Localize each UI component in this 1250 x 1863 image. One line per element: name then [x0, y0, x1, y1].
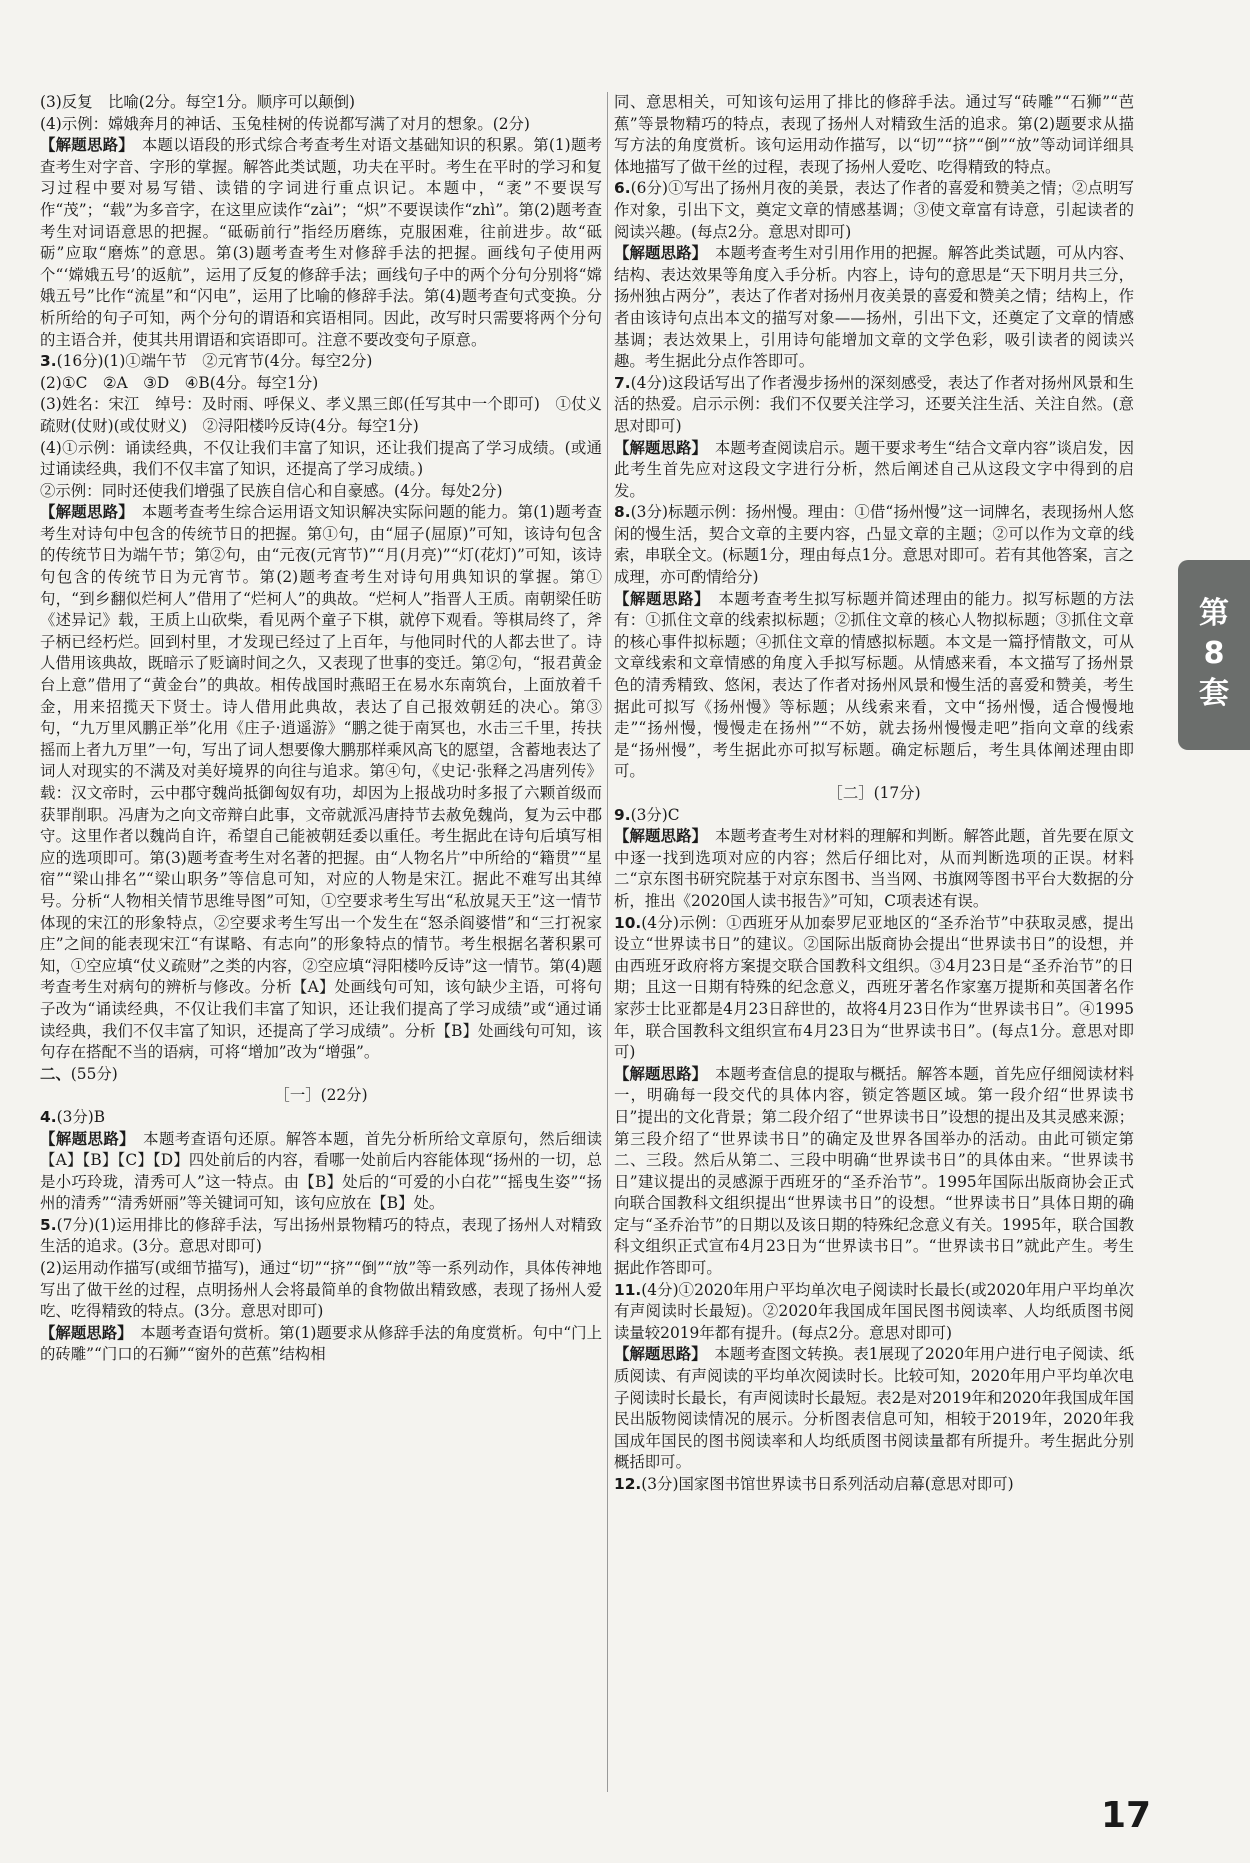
answer-paragraph	[614, 805, 1134, 827]
paragraph-label: 12.	[614, 1475, 642, 1493]
answer-paragraph	[40, 1064, 602, 1086]
answer-paragraph: (3)姓名：宋江 绰号：及时雨、呼保义、孝义黑三郎(任写其中一个即可) ①仗义疏财(仗财)(或仗财义) ②浔阳楼吟反诗(4分。每空1分)	[40, 395, 602, 435]
solution-paragraph	[614, 1344, 1134, 1474]
paragraph-text: (55分)	[70, 1064, 118, 1083]
paragraph-label: 【解题思路】	[614, 827, 700, 846]
paragraph-label: 【解题思路】	[614, 1345, 699, 1364]
solution-paragraph	[40, 502, 602, 1063]
page-number: 17	[1101, 1795, 1152, 1836]
answer-paragraph	[614, 1474, 1134, 1496]
answer-paragraph: (2)运用动作描写(或细节描写)，通过“切”“挤”“倒”“放”等一系列动作，具体传神地写出了做干丝的过程，点明扬州人会将最简单的食物做出精致感，表现了扬州人爱吃、吃得精致的特点。(3分。意思对即可)	[40, 1259, 602, 1321]
paragraph-text: (16分)(1)①端午节 ②元宵节(4分。每空2分)	[56, 352, 373, 371]
paragraph-label: 【解题思路】	[614, 1064, 700, 1083]
answer-paragraph	[614, 373, 1134, 438]
paragraph-text: 本题考查语句还原。解答本题，首先分析所给文章原句，然后细读【A】【B】【C】【D】四处前后的内容，看哪一处前后内容能体现“扬州的一切，总是小巧玲珑，清秀可人”这一特点。由【B】处后的“可爱的小白花”“摇曳生姿”“扬州的清秀”“清秀妍丽”等关键词可知，该句应放在【B】处。	[40, 1129, 602, 1213]
answer-paragraph	[614, 913, 1134, 1064]
paragraph-text: 本题考查阅读启示。题干要求考生“结合文章内容”谈启发，因此考生首先应对这段文字进行分析，然后阐述自己从这段文字中得到的启发。	[614, 438, 1134, 500]
paragraph-text: (6分)①写出了扬州月夜的美景，表达了作者的喜爱和赞美之情；②点明写作对象，引出下文，奠定文章的情感基调；③使文章富有诗意，引起读者的阅读兴趣。(每点2分。意思对即可)	[614, 179, 1134, 241]
paragraph-label: 7.	[614, 373, 631, 392]
paragraph-text: 本题考查考生对引用作用的把握。解答此类试题，可从内容、结构、表达效果等角度入手分析。内容上，诗句的意思是“天下明月共三分，扬州独占两分”，表达了作者对扬州月夜美景的喜爱和赞美之情；结构上，作者由该诗句点出本文的描写对象——扬州，引出下文，还奠定了文章的情感基调；表达效果上，引用诗句能增加文章的文学色彩，吸引读者的阅读兴趣。考生据此分点作答即可。	[614, 244, 1134, 371]
paragraph-text: 本题考查语句赏析。第(1)题要求从修辞手法的角度赏析。句中“门上的砖雕”“门口的石狮”“窗外的芭蕉”结构相	[40, 1323, 602, 1364]
paragraph-text: (3分)标题示例：扬州慢。理由：①借“扬州慢”这一词牌名，表现扬州人悠闲的慢生活，契合文章的主要内容，凸显文章的主题；②可以作为文章的线索，串联全文。(标题1分，理由每点1分。意思对即可。若有其他答案，言之成理，亦可酌情给分)	[614, 503, 1134, 587]
answer-paragraph	[40, 1107, 602, 1129]
paragraph-label: 8.	[614, 503, 631, 522]
answer-paragraph	[40, 1215, 602, 1258]
paragraph-text: (7分)(1)运用排比的修辞手法，写出扬州景物精巧的特点，表现了扬州人对精致生活的追求。(3分。意思对即可)	[40, 1215, 602, 1256]
paragraph-text: 本题考查考生对材料的理解和判断。解答此题，首先要在原文中逐一找到选项对应的内容；然后仔细比对，从而判断选项的正误。材料二“京东图书研究院基于对京东图书、当当网、书旗网等图书平台大数据的分析，推出《2020国人读书报告》”可知，C项表述有误。	[614, 827, 1134, 910]
paragraph-text: 本题考查信息的提取与概括。解答本题，首先应仔细阅读材料一，明确每一段交代的具体内容，锁定答题区域。第一段介绍“世界读书日”提出的文化背景；第二段介绍了“世界读书日”设想的提出及其灵感来源；第三段介绍了“世界读书日”的确定及世界各国举办的活动。由此可锁定第二、三段。然后从第二、三段中明确“世界读书日”的具体由来。“世界读书日”建议提出的灵感源于西班牙的“圣乔治节”。1995年国际出版商协会正式向联合国教科文组织提出“世界读书日”的设想。“世界读书日”具体日期的确定与“圣乔治节”的日期以及该日期的特殊纪念意义有关。1995年，联合国教科文组织正式宣布4月23日为“世界读书日”。“世界读书日”就此产生。考生据此作答即可。	[614, 1064, 1134, 1278]
set-tab	[1178, 560, 1250, 750]
paragraph-label: 【解题思路】	[614, 244, 700, 263]
solution-paragraph	[40, 1323, 602, 1366]
solution-paragraph	[40, 1129, 602, 1215]
paragraph-label: 【解题思路】	[40, 136, 127, 155]
answer-paragraph: (4)示例：嫦娥奔月的神话、玉兔桂树的传说都写满了对月的想象。(2分)	[40, 114, 530, 133]
answer-paragraph	[40, 351, 602, 373]
tab-char-top: 第	[1199, 596, 1229, 631]
solution-paragraph	[614, 438, 1134, 503]
answer-paragraph: ［二］(17分)	[827, 784, 921, 802]
tab-char-mid: 8	[1203, 636, 1225, 671]
solution-paragraph	[614, 826, 1134, 912]
answer-paragraph: ②示例：同时还使我们增强了民族自信心和自豪感。(4分。每处2分)	[40, 481, 503, 500]
tab-char-bottom: 套	[1199, 676, 1229, 711]
paragraph-label: 4.	[40, 1107, 57, 1126]
paragraph-text: (3分)C	[630, 805, 680, 824]
answer-paragraph	[614, 502, 1134, 588]
paragraph-label: 【解题思路】	[614, 438, 700, 457]
paragraph-label: 6.	[614, 179, 631, 198]
paragraph-label: 10.	[614, 913, 642, 932]
paragraph-label: 【解题思路】	[40, 1323, 125, 1342]
answer-paragraph: (3)反复 比喻(2分。每空1分。顺序可以颠倒)	[40, 93, 356, 111]
solution-paragraph	[614, 243, 1134, 373]
answer-paragraph: 同、意思相关，可知该句运用了排比的修辞手法。通过写“砖雕”“石狮”“芭蕉”等景物精巧的特点，表现了扬州人对精致生活的追求。第(2)题要求从描写方法的角度赏析。该句运用动作描写，以“切”“挤”“倒”“放”等动词详细具体地描写了做干丝的过程，表现了扬州人爱吃、吃得精致的特点。	[614, 93, 1134, 176]
left-column	[40, 92, 602, 1366]
paragraph-label: 【解题思路】	[40, 1129, 128, 1148]
paragraph-text: 本题以语段的形式综合考查考生对语文基础知识的积累。第(1)题考查考生对字音、字形的掌握。解答此类试题，功夫在平时。考生在平时的学习和复习过程中要对易写错、读错的字词进行重点识记。本题中，“袤”不要误写作“茂”；“载”为多音字，在这里应读作“zài”；“炽”不要误读作“zhì”。第(2)题考查考生对词语意思的把握。“砥砺前行”指经历磨练，克服困难，往前进步。故“砥砺”应取“磨炼”的意思。第(3)题考查考生对修辞手法的把握。画线句子使用两个“‘嫦娥五号’的返航”，运用了反复的修辞手法；画线句子中的两个分句分别将“嫦娥五号”比作“流星”和“闪电”，运用了比喻的修辞手法。第(4)题考查句式变换。分析所给的句子可知，两个分句的谓语和宾语相同。因此，改写时只需要将两个分句的主语合并，使其共用谓语和宾语即可。注意不要改变句子原意。	[40, 136, 602, 349]
paragraph-text: 本题考查图文转换。表1展现了2020年用户进行电子阅读、纸质阅读、有声阅读的平均单次阅读时长。比较可知，2020年用户平均单次电子阅读时长最长，有声阅读时长最短。表2是对2019年和2020年我国成年国民出版物阅读情况的展示。分析图表信息可知，相较于2019年，2020年我国成年国民的图书阅读率和人均纸质图书阅读量都有所提升。考生据此分别概括即可。	[614, 1345, 1134, 1472]
column-divider	[607, 92, 608, 1792]
paragraph-text: (3分)B	[56, 1107, 106, 1126]
paragraph-text: (4分)①2020年用户平均单次电子阅读时长最长(或2020年用户平均单次有声阅读时长最短)。②2020年我国成年国民图书阅读率、人均纸质图书阅读量较2019年都有提升。(每点2分。意思对即可)	[614, 1280, 1134, 1342]
paragraph-label: 二、	[40, 1064, 71, 1083]
answer-paragraph	[614, 178, 1134, 243]
paragraph-label: 5.	[40, 1215, 57, 1234]
paragraph-label: 9.	[614, 805, 631, 824]
right-column	[614, 92, 1134, 1496]
answer-paragraph: (4)①示例：诵读经典，不仅让我们丰富了知识，还让我们提高了学习成绩。(或通过诵读经典，我们不仅丰富了知识，还提高了学习成绩。)	[40, 438, 602, 479]
paragraph-label: 3.	[40, 352, 57, 371]
answer-paragraph	[614, 1280, 1134, 1345]
answer-paragraph: ［一］(22分)	[274, 1086, 368, 1105]
solution-paragraph	[40, 135, 602, 351]
paragraph-text: (3分)国家图书馆世界读书日系列活动启幕(意思对即可)	[641, 1475, 1014, 1493]
paragraph-label: 【解题思路】	[614, 589, 703, 608]
solution-paragraph	[614, 589, 1134, 783]
paragraph-text: (4分)这段话写出了作者漫步扬州的深刻感受，表达了作者对扬州风景和生活的热爱。启示示例：我们不仅要关注学习，还要关注生活、关注自然。(意思对即可)	[614, 373, 1134, 435]
paragraph-label: 11.	[614, 1280, 642, 1299]
paragraph-text: 本题考查考生综合运用语文知识解决实际问题的能力。第(1)题考查考生对诗句中包含的传统节日的把握。第①句，由“屈子(屈原)”可知，该诗句包含的传统节日为端午节；第②句，由“元夜(元宵节)”“月(月亮)”“灯(花灯)”可知，该诗句包含的传统节日为元宵节。第(2)题考查考生对诗句用典知识的掌握。第①句，“到乡翻似烂柯人”借用了“烂柯人”的典故。“烂柯人”指晋人王质。南朝梁任昉《述异记》载，王质上山砍柴，看见两个童子下棋，就停下观看。等棋局终了，斧子柄已经朽烂。回到村里，才发现已经过了上百年，与他同时代的人都去世了。诗人借用该典故，既暗示了贬谪时间之久，又表现了世事的变迁。第②句，“报君黄金台上意”借用了“黄金台”的典故。相传战国时燕昭王在易水东南筑台，上面放着千金，用来招揽天下贤士。诗人借用此典故，表达了自己报效朝廷的决心。第③句，“九万里风鹏正举”化用《庄子·逍遥游》“鹏之徙于南冥也，水击三千里，抟扶摇而上者九万里”一句，写出了词人想要像大鹏那样乘风高飞的愿望，含蓄地表达了词人对现实的不满及对美好境界的向往与追求。第④句，《史记·张释之冯唐列传》载：汉文帝时，云中郡守魏尚抵御匈奴有功，却因为上报战功时多报了六颗首级而获罪削职。冯唐为之向文帝辩白此事，文帝就派冯唐持节去赦免魏尚，复为云中郡守。这里作者以魏尚自许，希望自己能被朝廷委以重任。考生据此在诗句后填写相应的选项即可。第(3)题考查考生对名著的把握。由“人物名片”中所给的“籍贯”“星宿”“梁山排名”“梁山职务”等信息可知，对应的人物是宋江。据此不难写出其绰号。分析“人物相关情节思维导图”可知，①空要求考生写出“私放晁天王”这一情节体现的宋江的形象特点，②空要求考生写出一个发生在“怒杀阎婆惜”和“三打祝家庄”之间的能表现宋江“有谋略、有志向”的形象特点的情节。考生根据名著积累可知，①空应填“仗义疏财”之类的内容，②空应填“浔阳楼吟反诗”这一情节。第(4)题考查考生对病句的辨析与修改。分析【A】处画线句可知，该句缺少主语，可将句子改为“诵读经典，不仅让我们丰富了知识，还让我们提高了学习成绩”或“通过诵读经典，我们不仅丰富了知识，还提高了学习成绩”。分析【B】处画线句可知，该句存在搭配不当的语病，可将“增加”改为“增强”。	[40, 503, 602, 1062]
paragraph-label: 【解题思路】	[40, 503, 127, 522]
solution-paragraph	[614, 1064, 1134, 1280]
paragraph-text: (4分)示例：①西班牙从加泰罗尼亚地区的“圣乔治节”中获取灵感，提出设立“世界读书日”的建议。②国际出版商协会提出“世界读书日”的设想，并由西班牙政府将方案提交联合国教科文组织。③4月23日是“圣乔治节”的日期；且这一日期有特殊的纪念意义，西班牙著名作家塞万提斯和英国著名作家莎士比亚都是4月23日辞世的，故将4月23日作为“世界读书日”。④1995年，联合国教科文组织宣布4月23日为“世界读书日”。(每点1分。意思对即可)	[614, 913, 1134, 1062]
answer-paragraph: (2)①C ②A ③D ④B(4分。每空1分)	[40, 373, 319, 392]
paragraph-text: 本题考查考生拟写标题并简述理由的能力。拟写标题的方法有：①抓住文章的线索拟标题；②抓住文章的核心人物拟标题；③抓住文章的核心事件拟标题；④抓住文章的情感拟标题。本文是一篇抒情散文，可从文章线索和文章情感的角度入手拟写标题。从情感来看，本文描写了扬州景色的清秀精致、悠闲，表达了作者对扬州风景和慢生活的喜爱和赞美，考生据此可拟写《扬州慢》等标题；从线索来看，文中“扬州慢，适合慢慢地走”“扬州慢，慢慢走在扬州”“不妨，就去扬州慢慢走吧”指向文章的线索是“扬州慢”，考生据此亦可拟写标题。确定标题后，考生具体阐述理由即可。	[614, 589, 1134, 781]
